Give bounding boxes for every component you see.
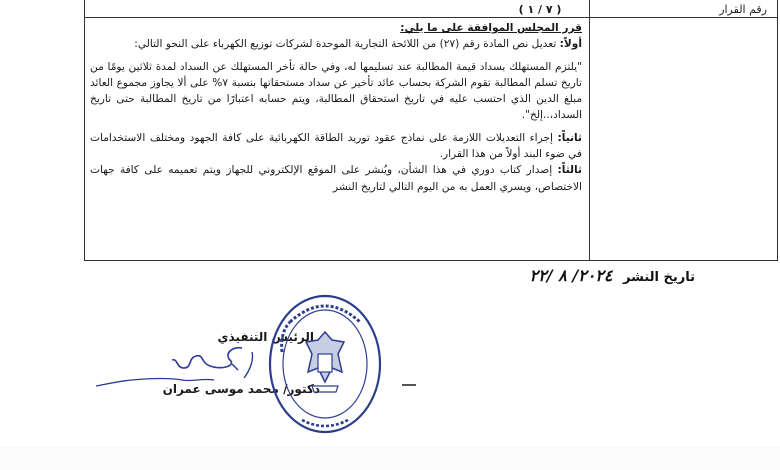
item-first-label: أولاً: — [559, 38, 582, 51]
decision-number-value: ( ٧ / ١ ) — [518, 3, 562, 16]
publish-date-line — [529, 266, 695, 285]
handwritten-signature-icon — [92, 340, 262, 400]
item-second — [90, 130, 582, 163]
item-third — [90, 162, 582, 195]
item-third-text: إصدار كتاب دوري في هذا الشأن، ويُنشر على الموقع الإلكتروني للجهاز ويتم تعميمه على كافة جهات الاختصاص، ويسري العمل به من اليوم التالي لتاريخ النشر — [90, 164, 582, 193]
publish-date-value: ٢٠٢٤/ ٨ /٢٢ — [529, 266, 613, 285]
page-bottom — [0, 446, 780, 470]
item-first — [90, 36, 582, 52]
signatory-name: دكتور/ محمد موسى عمران — [162, 382, 320, 396]
decision-number-row — [85, 0, 777, 18]
signatory-title: الرئيس التنفيذي — [217, 330, 314, 344]
official-seal-icon — [266, 292, 384, 440]
item-second-label: ثانياً: — [557, 131, 582, 144]
item-third-label: ثالثاً: — [557, 164, 582, 177]
stray-mark — [402, 384, 416, 386]
item-first-text: تعديل نص المادة رقم (٢٧) من اللائحة التجارية الموحدة لشركات توزيع الكهرباء على النحو التالي: — [134, 38, 557, 51]
table-divider — [589, 0, 590, 260]
publish-date-label: تاريخ النشر — [623, 270, 695, 285]
decision-content — [86, 20, 588, 195]
decision-number-label: رقم القرار — [719, 3, 767, 16]
decision-heading: قرر المجلس الموافقة على ما يلي: — [400, 22, 582, 34]
item-second-text: إجراء التعديلات اللازمة على نماذج عقود توريد الطاقة الكهربائية على كافة الجهود ومختلف الاستخدامات في ضوء البند أولاً من هذا القرار. — [90, 131, 582, 161]
amended-article-quote: "يلتزم المستهلك بسداد قيمة المطالبة عند تسليمها له، وفي حالة تأخر المستهلك عن السداد لمدة ثلاثين يومًا من تاريخ تسلم المطالبة تقوم الشركة بحساب عائد تأخير عن سداد مستحقاتها بنسبة ٧% على ألا يجاوز مجموع العائد مبلغ الدين الذي احتسب عليه في تاريخ استحقاق المطالبة، ويتم حسابه اعتبارًا من تاريخ المطالبة حتى تاريخ السداد،..إلخ". — [90, 60, 582, 122]
